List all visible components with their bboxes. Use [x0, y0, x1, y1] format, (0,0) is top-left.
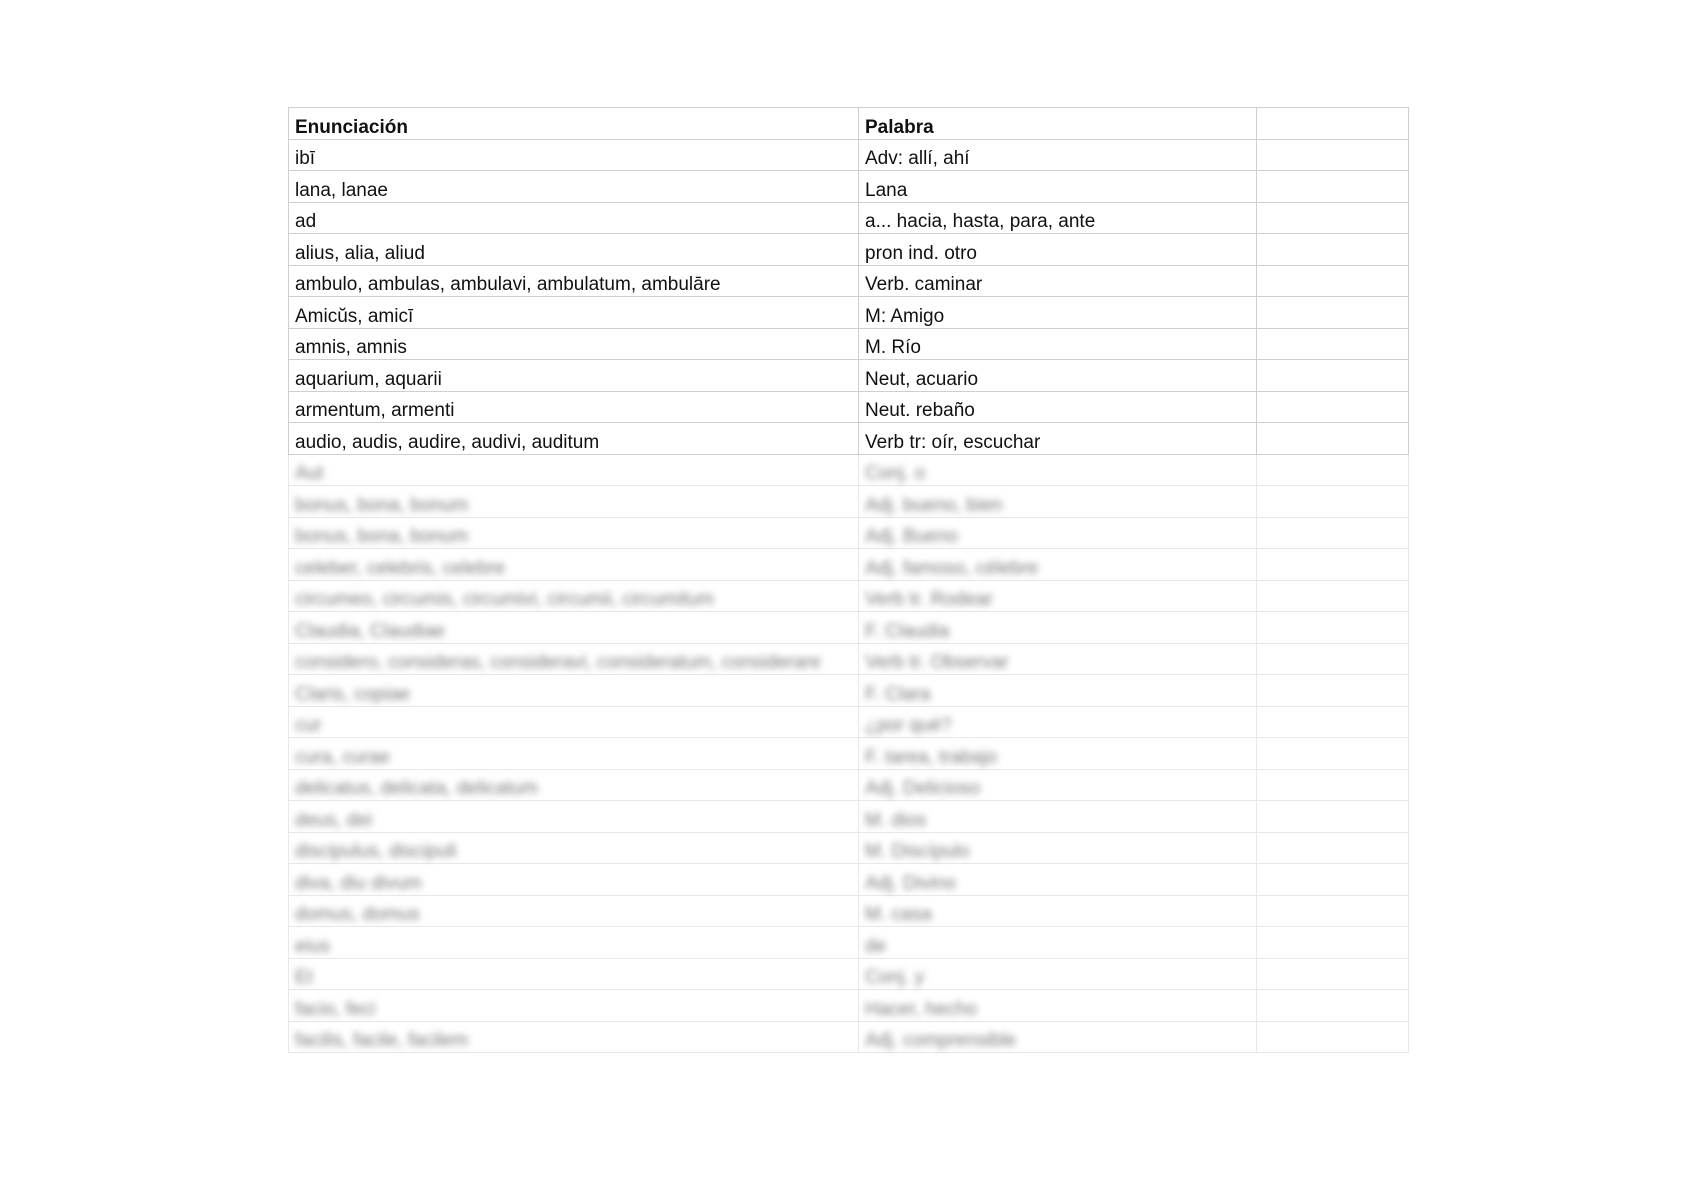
- cell-enunciacion: bonus, bona, bonum: [289, 486, 859, 518]
- cell-palabra: Verb tr: oír, escuchar: [859, 423, 1257, 455]
- cell-enunciacion: ad: [289, 202, 859, 234]
- vocabulary-table: [288, 107, 1409, 1053]
- cell-enunciacion: facio, feci: [289, 990, 859, 1022]
- cell-empty: [1257, 139, 1409, 171]
- table-row: [289, 234, 1409, 266]
- cell-enunciacion: alius, alia, aliud: [289, 234, 859, 266]
- table-body: [289, 139, 1409, 1053]
- cell-empty: [1257, 391, 1409, 423]
- cell-empty: [1257, 171, 1409, 203]
- cell-palabra: Lana: [859, 171, 1257, 203]
- table-row: [289, 423, 1409, 455]
- cell-empty: [1257, 265, 1409, 297]
- cell-palabra: Neut, acuario: [859, 360, 1257, 392]
- cell-empty: [1257, 454, 1409, 486]
- cell-empty: [1257, 423, 1409, 455]
- table-row: [289, 297, 1409, 329]
- table-row-blurred: [289, 958, 1409, 990]
- cell-enunciacion: aquarium, aquarii: [289, 360, 859, 392]
- cell-palabra: Adv: allí, ahí: [859, 139, 1257, 171]
- cell-palabra: Adj. comprensible: [859, 1021, 1257, 1053]
- table-row-blurred: [289, 769, 1409, 801]
- cell-palabra: Adj. Bueno: [859, 517, 1257, 549]
- cell-empty: [1257, 612, 1409, 644]
- cell-palabra: F. Clara: [859, 675, 1257, 707]
- cell-palabra: F. tarea, trabajo: [859, 738, 1257, 770]
- header-palabra: Palabra: [859, 108, 1257, 140]
- table-row: [289, 171, 1409, 203]
- table-row-blurred: [289, 454, 1409, 486]
- cell-palabra: Hacer, hecho: [859, 990, 1257, 1022]
- cell-empty: [1257, 580, 1409, 612]
- cell-enunciacion: ibī: [289, 139, 859, 171]
- cell-palabra: pron ind. otro: [859, 234, 1257, 266]
- cell-enunciacion: deus, dei: [289, 801, 859, 833]
- cell-palabra: Adj. famoso, célebre: [859, 549, 1257, 581]
- cell-empty: [1257, 927, 1409, 959]
- cell-empty: [1257, 895, 1409, 927]
- cell-palabra: Adj. Divino: [859, 864, 1257, 896]
- header-empty: [1257, 108, 1409, 140]
- table-row-blurred: [289, 675, 1409, 707]
- cell-palabra: M. Río: [859, 328, 1257, 360]
- cell-palabra: Adj. Delicioso: [859, 769, 1257, 801]
- cell-palabra: Verb tr. Observar: [859, 643, 1257, 675]
- cell-empty: [1257, 801, 1409, 833]
- cell-enunciacion: armentum, armenti: [289, 391, 859, 423]
- cell-enunciacion: domus, domus: [289, 895, 859, 927]
- cell-empty: [1257, 486, 1409, 518]
- header-enunciacion: Enunciación: [289, 108, 859, 140]
- table-row-blurred: [289, 517, 1409, 549]
- cell-empty: [1257, 958, 1409, 990]
- table-row-blurred: [289, 990, 1409, 1022]
- table-row-blurred: [289, 486, 1409, 518]
- cell-enunciacion: celeber, celebris, celebre: [289, 549, 859, 581]
- cell-empty: [1257, 517, 1409, 549]
- cell-empty: [1257, 769, 1409, 801]
- cell-enunciacion: Claris, copiae: [289, 675, 859, 707]
- cell-palabra: a... hacia, hasta, para, ante: [859, 202, 1257, 234]
- cell-enunciacion: Aut: [289, 454, 859, 486]
- cell-enunciacion: cura, curae: [289, 738, 859, 770]
- cell-enunciacion: Claudia, Claudiae: [289, 612, 859, 644]
- cell-palabra: F. Claudia: [859, 612, 1257, 644]
- table-row: [289, 360, 1409, 392]
- cell-empty: [1257, 360, 1409, 392]
- table-row-blurred: [289, 738, 1409, 770]
- cell-enunciacion: bonus, bona, bonum: [289, 517, 859, 549]
- cell-enunciacion: circumeo, circumis, circumivi, circumii, circumitum: [289, 580, 859, 612]
- cell-enunciacion: ambulo, ambulas, ambulavi, ambulatum, ambulāre: [289, 265, 859, 297]
- cell-empty: [1257, 990, 1409, 1022]
- cell-enunciacion: Et: [289, 958, 859, 990]
- cell-empty: [1257, 297, 1409, 329]
- header-row: [289, 108, 1409, 140]
- cell-empty: [1257, 1021, 1409, 1053]
- cell-palabra: ¿por qué?: [859, 706, 1257, 738]
- cell-palabra: Conj. y: [859, 958, 1257, 990]
- cell-enunciacion: eius: [289, 927, 859, 959]
- cell-palabra: Conj. o: [859, 454, 1257, 486]
- cell-empty: [1257, 549, 1409, 581]
- cell-empty: [1257, 643, 1409, 675]
- cell-enunciacion: discipulus, discipuli: [289, 832, 859, 864]
- cell-palabra: M: Amigo: [859, 297, 1257, 329]
- cell-palabra: de: [859, 927, 1257, 959]
- cell-palabra: M. dios: [859, 801, 1257, 833]
- cell-enunciacion: Amicŭs, amicī: [289, 297, 859, 329]
- table-row: [289, 328, 1409, 360]
- cell-empty: [1257, 864, 1409, 896]
- cell-empty: [1257, 706, 1409, 738]
- cell-palabra: M. Discípulo: [859, 832, 1257, 864]
- table-row-blurred: [289, 864, 1409, 896]
- cell-empty: [1257, 328, 1409, 360]
- cell-enunciacion: diva, diu divum: [289, 864, 859, 896]
- cell-empty: [1257, 202, 1409, 234]
- cell-empty: [1257, 738, 1409, 770]
- cell-palabra: Neut. rebaño: [859, 391, 1257, 423]
- table-row-blurred: [289, 832, 1409, 864]
- table-row-blurred: [289, 895, 1409, 927]
- table-row-blurred: [289, 801, 1409, 833]
- cell-empty: [1257, 234, 1409, 266]
- cell-enunciacion: lana, lanae: [289, 171, 859, 203]
- table-row: [289, 202, 1409, 234]
- cell-enunciacion: facilis, facile, facilem: [289, 1021, 859, 1053]
- cell-palabra: Adj. bueno, bien: [859, 486, 1257, 518]
- cell-palabra: Verb tr. Rodear: [859, 580, 1257, 612]
- table-row-blurred: [289, 612, 1409, 644]
- table-row: [289, 265, 1409, 297]
- table-row-blurred: [289, 643, 1409, 675]
- cell-enunciacion: audio, audis, audire, audivi, auditum: [289, 423, 859, 455]
- cell-enunciacion: amnis, amnis: [289, 328, 859, 360]
- spreadsheet-printout: [288, 107, 1408, 1064]
- cell-enunciacion: considero, consideras, consideravi, consideratum, considerare: [289, 643, 859, 675]
- cell-palabra: Verb. caminar: [859, 265, 1257, 297]
- table-row: [289, 139, 1409, 171]
- cell-enunciacion: cur: [289, 706, 859, 738]
- cell-empty: [1257, 832, 1409, 864]
- table-row-blurred: [289, 927, 1409, 959]
- cell-empty: [1257, 675, 1409, 707]
- table-row: [289, 391, 1409, 423]
- table-row-blurred: [289, 580, 1409, 612]
- cell-enunciacion: delicatus, delicata, delicatum: [289, 769, 859, 801]
- table-row-blurred: [289, 1021, 1409, 1053]
- table-row-blurred: [289, 706, 1409, 738]
- table-row-blurred: [289, 549, 1409, 581]
- cell-palabra: M. casa: [859, 895, 1257, 927]
